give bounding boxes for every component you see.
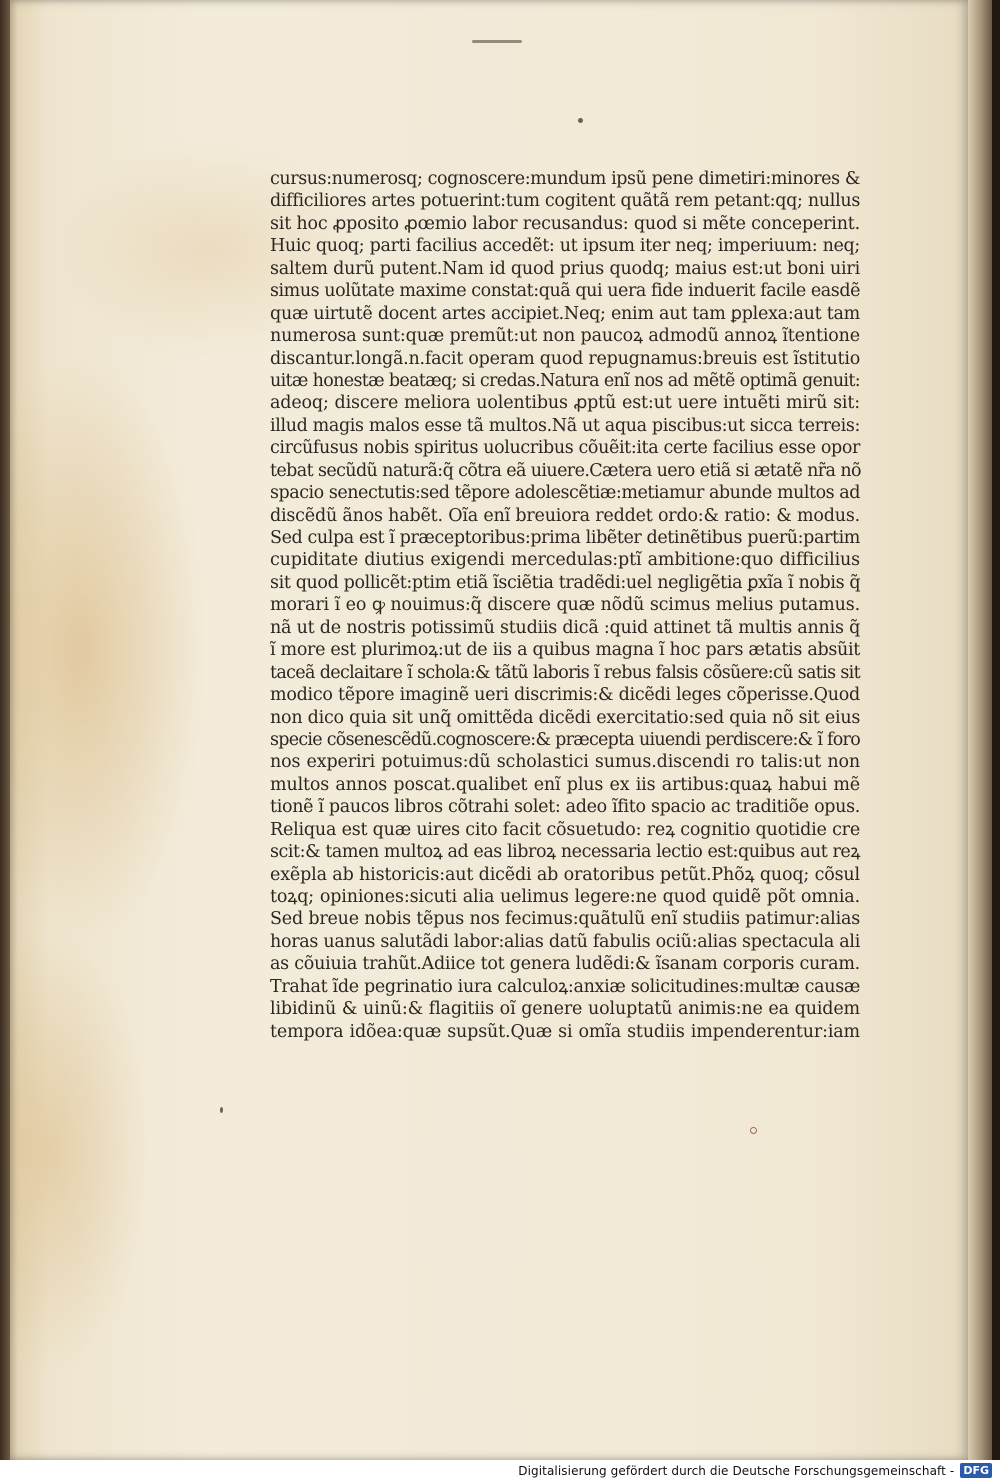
text-line: tempora idõea:quæ supsũt.Quæ si omĩa studiis impenderentur:iam [270,1021,860,1042]
funding-credit: Digitalisierung gefördert durch die Deutsche Forschungsgemeinschaft - [518,1463,955,1478]
text-line: nos experiri potuimus:dũ scholastici sumus.discendi ro talis:ut non [270,752,860,773]
text-line: saltem durũ putent.Nam id quod prius quodq; maius est:ut boni uiri [270,258,860,279]
text-line: illud magis malos esse tã multos.Nã ut aqua piscibus:ut sicca terreis: [270,415,860,436]
text-line: spacio senectutis:sed tẽpore adolescẽtiæ:metiamur abunde multos ad [270,483,860,504]
text-line: exẽpla ab historicis:aut dicẽdi ab oratoribus petũt.Phõꝝ quoq; cõsul [270,864,860,885]
text-line: non dico quia sit unq̃ omittẽda dicẽdi exercitatio:sed quia nõ sit eius [270,707,861,728]
text-line: circũfusus nobis spiritus uolucribus cõuẽit:ita certe facilius esse opor [270,438,860,459]
text-line: discẽdũ ãnos habẽt. Oĩa enĩ breuiora reddet ordo:& ratio: & modus. [270,505,860,526]
text-line: nã ut de nostris potissimũ studiis dicã :quid attinet tã multis annis q̃ [270,617,861,638]
dfg-logo: DFG [960,1463,992,1478]
text-line: sit quod pollicẽt:ptim etiã ĩsciẽtia tradẽdi:uel negligẽtia ꝑxĩa ĩ nobis q̃ [270,572,861,593]
text-line: taceã declaitare ĩ schola:& tãtũ laboris ĩ rebus falsis cõsũere:cũ satis sit [270,662,860,683]
text-line: modico tẽpore imaginẽ ueri discrimis:& dicẽdi leges cõperisse.Quod [270,685,860,706]
text-line: difficiliores artes potuerint:tum cogitent quãtã rem petant:qq; nullus [270,191,860,212]
text-line: libidinũ & uinũ:& flagitiis oĩ genere uoluptatũ animis:ne ea quidem [270,999,860,1020]
ink-dot [578,118,583,123]
text-line: Sed culpa est ĩ præceptoribus:prima libẽter detinẽtibus puerũ:partim [270,528,860,548]
text-line: uitæ honestæ beatæq; si credas.Natura enĩ nos ad mẽtẽ optimã genuit: [270,370,860,391]
text-line: morari ĩ eo ꝙ nouimus:q̃ discere quæ nõdũ scimus melius putamus. [270,595,860,616]
text-line: multos annos poscat.qualibet enĩ plus ex iis artibus:quaꝝ habui mẽ [270,774,860,795]
book-gutter-edge [0,0,10,1460]
text-line: discantur.longã.n.facit operam quod repugnamus:breuis est ĩstitutio [270,348,860,369]
ink-dot [220,1107,223,1113]
text-line: sit hoc ꝓposito ꝓœmio labor recusandus: quod si mẽte conceperint. [270,213,860,234]
text-line: Sed breue nobis tẽpus nos fecimus:quãtulũ enĩ studiis patimur:alias [270,909,860,930]
text-line: ĩ more est plurimoꝝ:ut de iis a quibus magna ĩ hoc pars ætatis absũit [270,640,860,661]
text-line: tebat secũdũ naturã:q̃ cõtra eã uiuere.Cætera uero etiã si ætatẽ nr̃a nõ [270,460,861,481]
paper-stain [750,1127,757,1134]
text-line: Huic quoq; parti facilius accedẽt: ut ipsum iter neq; imperiuum: neq; [270,236,860,257]
text-line: Reliqua est quæ uires cito facit cõsuetudo: reꝝ cognitio quotidie cre [270,819,860,840]
text-line: Trahat ĩde pegrinatio iura calculoꝝ:anxiæ solicitudines:multæ causæ [270,976,860,997]
text-line: scit:& tamen multoꝝ ad eas libroꝝ necessaria lectio est:quibus aut reꝝ [270,842,860,863]
text-line: as cõuiuia trahũt.Adiice tot genera ludẽdi:& ĩsanam corporis curam. [270,954,860,975]
text-line: adeoq; discere meliora uolentibus ꝓptũ est:ut uere intuẽti mirũ sit: [270,393,860,414]
page-fore-edge [968,0,1000,1460]
text-line: cursus:numerosq; cognoscere:mundum ipsũ pene dimetiri:minores & [270,169,860,189]
text-line: tionẽ ĩ paucos libros cõtrahi solet: adeo ĩfito spacio ac traditiõe opus. [270,797,860,818]
text-line: numerosa sunt:quæ premũt:ut non paucoꝝ admodũ annoꝝ ĩtentione [270,326,860,347]
digitization-footer [0,1460,1000,1481]
text-column [270,168,860,1043]
text-line: cupiditate diutius exigendi mercedulas:ptĩ ambitione:quo difficilius [270,550,860,571]
ink-smudge-mark [472,40,522,43]
text-line: horas uanus salutãdi labor:alias datũ fabulis ociũ:alias spectacula ali [270,931,860,952]
book-cover-edge [992,0,1000,1460]
text-line: toꝝq; opiniones:sicuti alia uelimus legere:ne quod quidẽ põt omnia. [270,887,860,907]
text-line: specie cõsenescẽdũ.cognoscere:& præcepta uiuendi perdiscere:& ĩ foro [270,729,860,750]
text-line: simus uolũtate maxime constat:quã qui uera fide induerit facile easdẽ [270,281,860,302]
text-line: quæ uirtutẽ docent artes accipiet.Neq; enim aut tam ꝑplexa:aut tam [270,303,860,324]
